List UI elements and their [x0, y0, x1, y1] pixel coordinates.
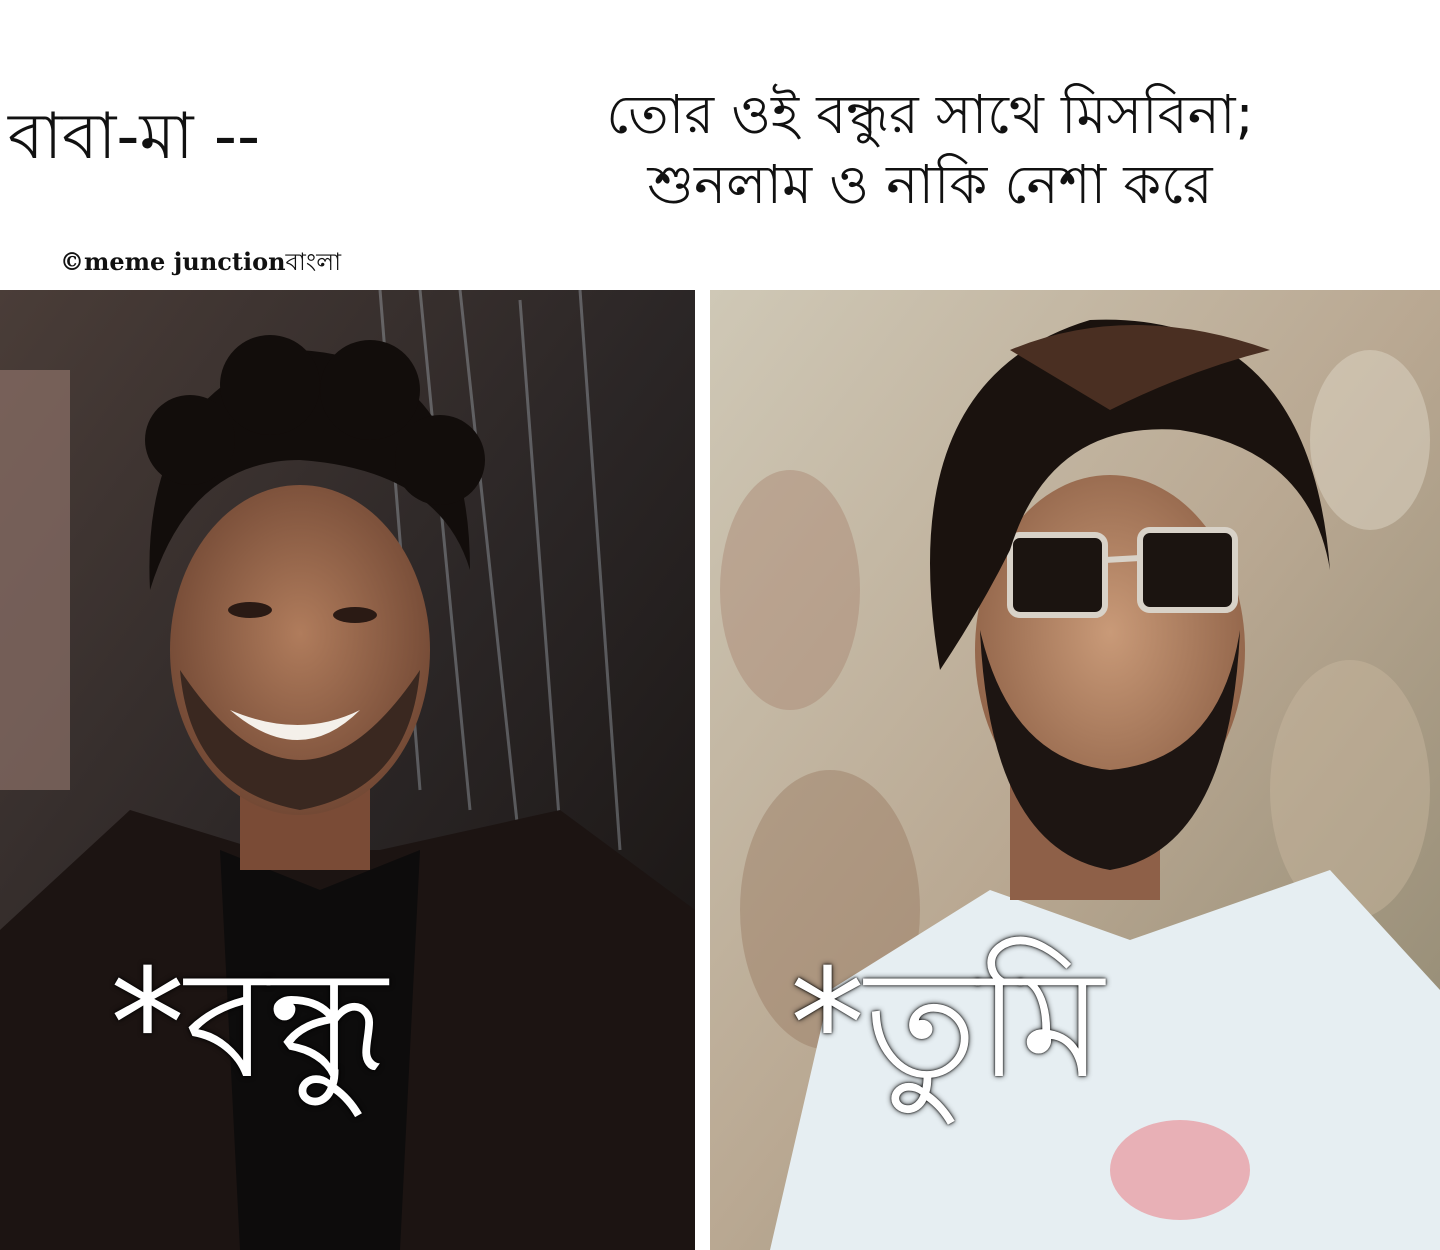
- photo-panel-friend: [0, 290, 695, 1250]
- header-speaker: বাবা-মা --: [8, 100, 261, 174]
- credit-prefix: ©meme junction: [60, 247, 286, 276]
- quote-line-1: তোর ওই বন্ধুর সাথে মিসবিনা;: [606, 83, 1254, 146]
- quote-line-2: শুনলাম ও নাকি নেশা করে: [647, 153, 1213, 216]
- caption-friend: *বন্ধু: [110, 938, 388, 1112]
- header-quote: [430, 80, 1430, 220]
- watermark-credit: [60, 244, 341, 284]
- caption-you: *তুমি: [790, 938, 1104, 1112]
- photo-panel-you: [710, 290, 1440, 1250]
- credit-suffix: বাংলা: [285, 248, 342, 276]
